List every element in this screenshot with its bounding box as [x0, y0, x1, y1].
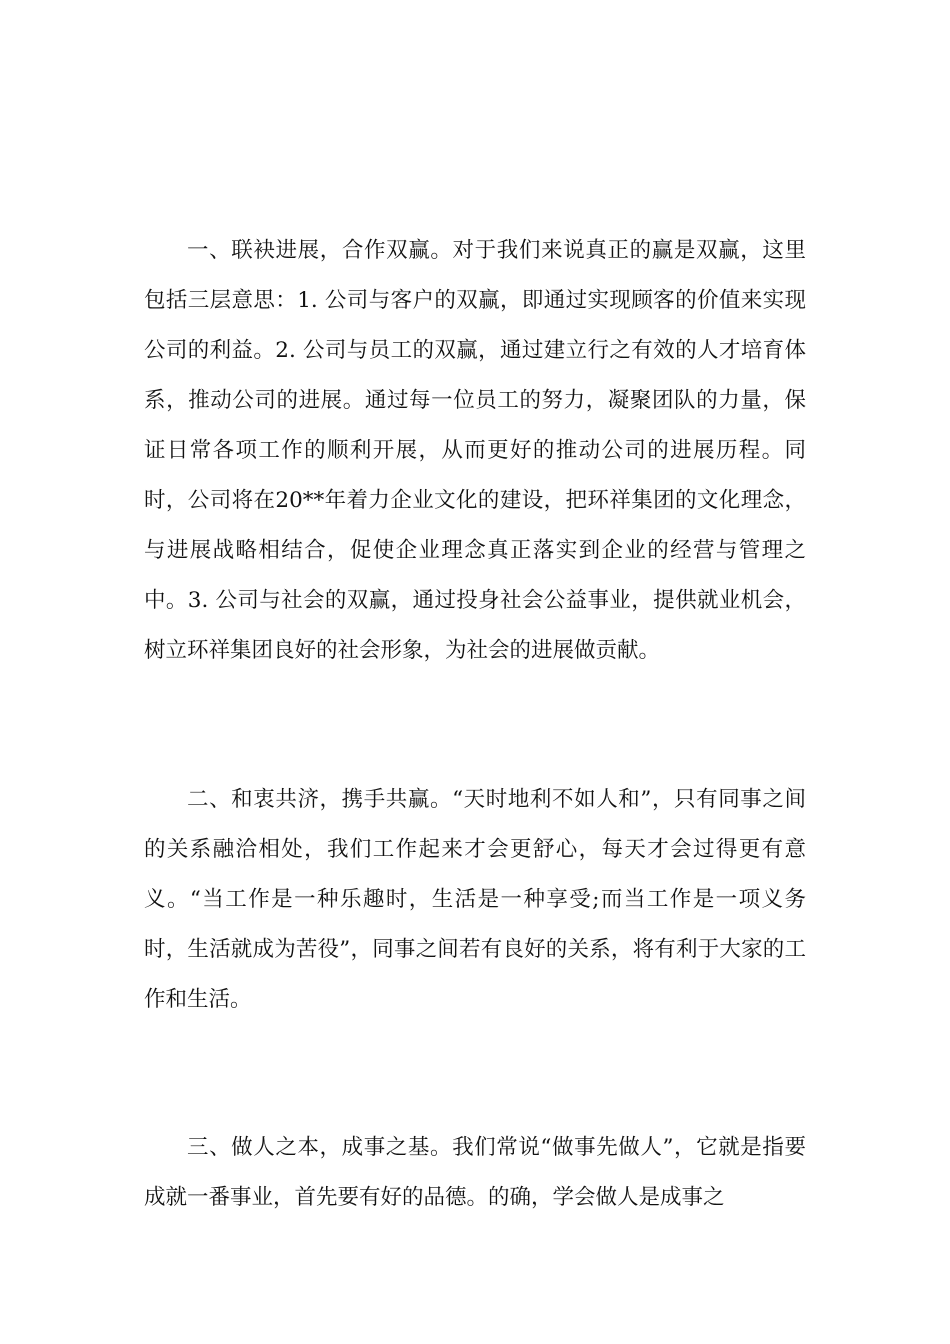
paragraph-harmony-and-unity: 二、和衷共济，携手共赢。“天时地利不如人和”，只有同事之间的关系融洽相处，我们工作起来才会更舒心，每天才会过得更有意义。“当工作是一种乐趣时，生活是一种享受;而当工作是一项义务时，生活就成为苦役”，同事之间若有良好的关系，将有利于大家的工作和生活。 — [144, 787, 806, 1012]
paragraph-character-foundation: 三、做人之本，成事之基。我们常说“做事先做人”，它就是指要成就一番事业，首先要有好的品德。的确，学会做人是成事之 — [144, 1135, 806, 1210]
paragraph-win-win-cooperation: 一、联袂进展，合作双赢。对于我们来说真正的赢是双赢，这里包括三层意思：1. 公司与客户的双赢，即通过实现顾客的价值来实现公司的利益。2. 公司与员工的双赢，通过建立行之有效的人才培育体系，推动公司的进展。通过每一位员工的努力，凝聚团队的力量，保证日常各项工作的顺利开展，从而更好的推动公司的进展历程。同时，公司将在20**年着力企业文化的建设，把环祥集团的文化理念，与进展战略相结合，促使企业理念真正落实到企业的经营与管理之中。3. 公司与社会的双赢，通过投身社会公益事业，提供就业机会，树立环祥集团良好的社会形象，为社会的进展做贡献。 — [144, 238, 806, 663]
